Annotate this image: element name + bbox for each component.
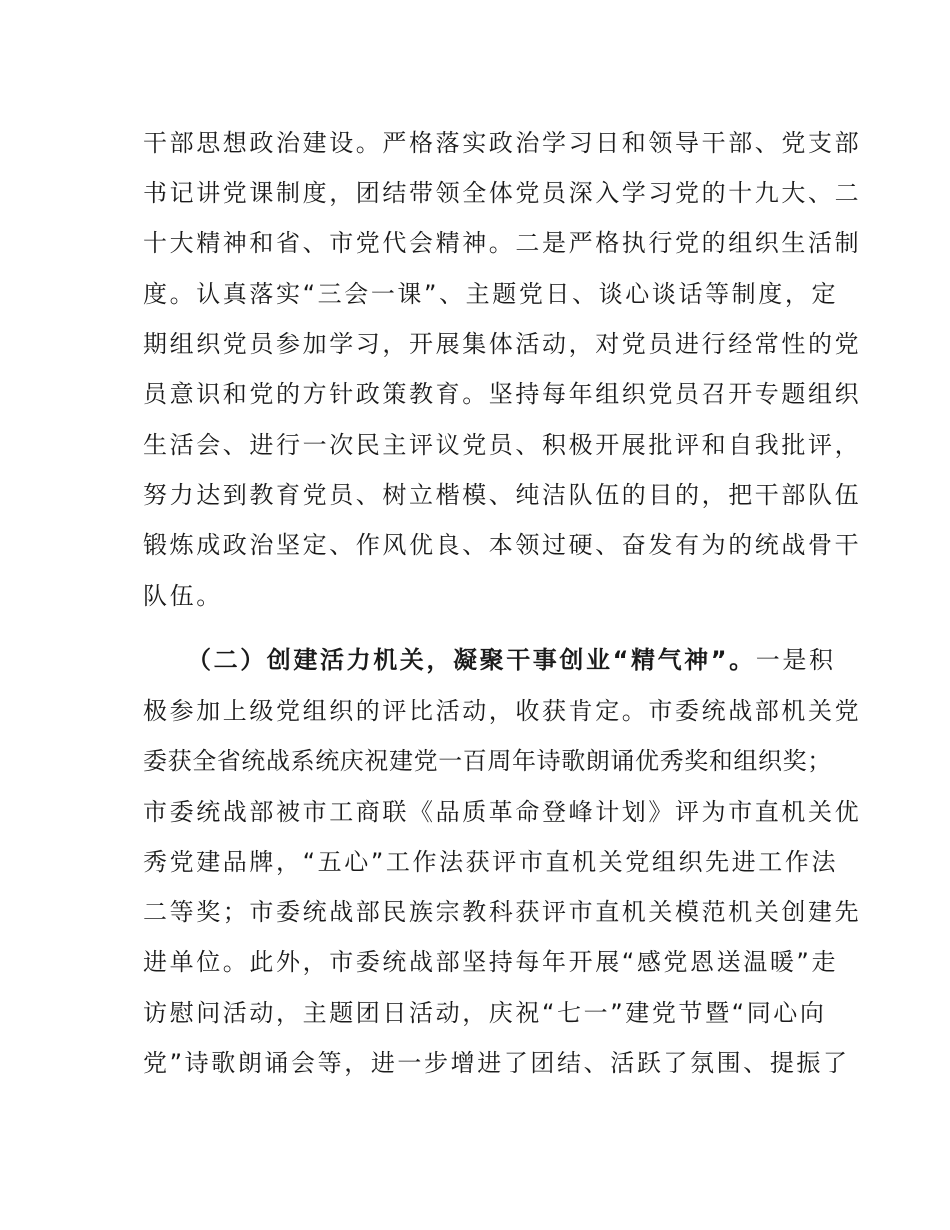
p2-line-4: 秀党建品牌，“五心”工作法获评市直机关党组织先进工作法 [143, 848, 839, 876]
p2-line-7: 访慰问活动，主题团日活动，庆祝“七一”建党节暨“同心向 [143, 999, 827, 1027]
p2-line-3: 市委统战部被市工商联《品质革命登峰计划》评为市直机关优 [143, 798, 862, 826]
p2-line-5: 二等奖；市委统战部民族宗教科获评市直机关模范机关创建先 [143, 898, 862, 926]
section-heading-tail: 一是积 [755, 646, 836, 674]
p1-line-6: 员意识和党的方针政策教育。坚持每年组织党员召开专题组织 [143, 380, 862, 408]
p2-line-1: 极参加上级党组织的评比活动，收获肯定。市委统战部机关党 [143, 697, 862, 725]
p1-line-10: 队伍。 [143, 582, 223, 610]
p1-line-4: 度。认真落实“三会一课”、主题党日、谈心谈话等制度，定 [143, 280, 839, 308]
p1-line-9: 锻炼成政治坚定、作风优良、本领过硬、奋发有为的统战骨干 [143, 531, 862, 559]
p1-line-1: 干部思想政治建设。严格落实政治学习日和领导干部、党支部 [143, 129, 862, 157]
p1-line-5: 期组织党员参加学习，开展集体活动，对党员进行经常性的党 [143, 330, 862, 358]
section-heading: （二）创建活力机关，凝聚干事创业“精气神”。 [187, 646, 756, 674]
section-heading-line [187, 645, 836, 675]
p2-line-8: 党”诗歌朗诵会等，进一步增进了团结、活跃了氛围、提振了 [143, 1049, 850, 1077]
p2-line-2: 委获全省统战系统庆祝建党一百周年诗歌朗诵优秀奖和组织奖； [143, 747, 832, 775]
p1-line-8: 努力达到教育党员、树立楷模、纯洁队伍的目的，把干部队伍 [143, 481, 862, 509]
p1-line-3: 十大精神和省、市党代会精神。二是严格执行党的组织生活制 [143, 229, 862, 257]
p1-line-2: 书记讲党课制度，团结带领全体党员深入学习党的十九大、二 [143, 179, 862, 207]
p2-line-6: 进单位。此外，市委统战部坚持每年开展“感党恩送温暖”走 [143, 948, 839, 976]
p1-line-7: 生活会、进行一次民主评议党员、积极开展批评和自我批评， [143, 431, 862, 459]
